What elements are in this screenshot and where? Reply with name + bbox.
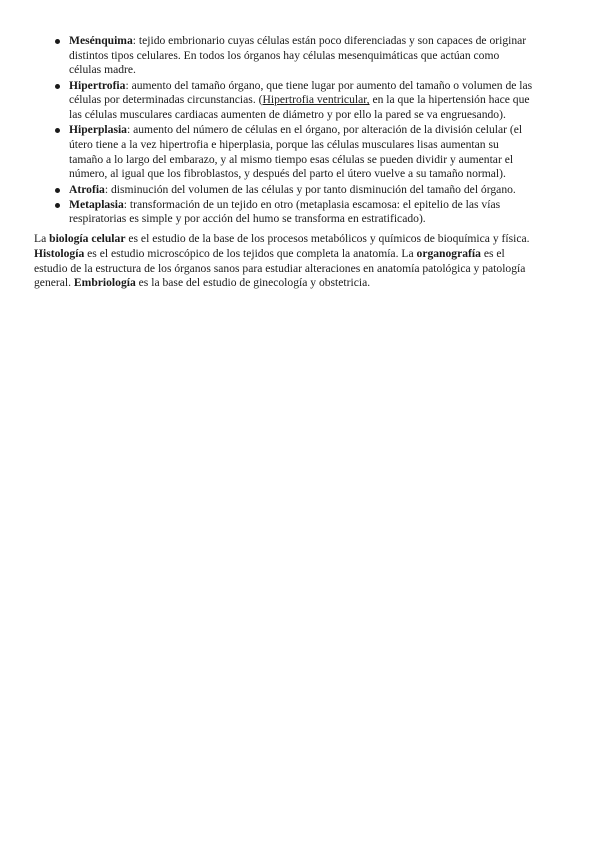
underlined-example: Hipertrofia ventricular, [262,93,370,107]
document-body [34,34,534,291]
definition-text: : transformación de un tejido en otro (metaplasia escamosa: el epitelio de las vías respiratorias es simple y por acción del humo se transforma en estratificado). [69,197,501,226]
term-histologia: Histología [34,246,85,260]
definition-text: : disminución del volumen de las células y por tanto disminución del tamaño del órgano. [104,182,516,196]
paragraph-text: es la base del estudio de ginecología y obstetricia. [135,276,371,290]
term-hipertrofia: Hipertrofia [69,78,126,92]
definition-list [34,34,534,227]
list-item [34,79,534,123]
term-mesenquima: Mesénquima [69,34,133,47]
term-organografia: organografía [416,246,481,260]
term-metaplasia: Metaplasia [69,197,124,211]
definition-text: : aumento del número de células en el órgano, por alteración de la división celular (el útero tiene a la vez hipertrofia e hiperplasia, porque las células musculares lisas aumentan su tamaño a lo largo del embarazo, y al mismo tiempo esas células se pueden dividir y aumentar el número, al igual que los fibroblastos, y después del parto el útero vuelve a su tamaño normal). [69,123,523,181]
bullet-icon [55,84,60,89]
list-item [34,34,534,78]
term-hiperplasia: Hiperplasia [69,123,127,137]
paragraph-text: es el estudio de la base de los procesos metabólicos y químicos de bioquímica y física. [125,232,530,246]
paragraph-text: es el estudio de la estructura de los órganos sanos para estudiar alteraciones en anatomía patológica y patología general. [34,246,526,290]
bullet-icon [55,203,60,208]
summary-paragraph [34,232,534,291]
term-biologia-celular: biología celular [49,232,126,246]
list-item [34,183,534,198]
term-atrofia: Atrofia [69,182,105,196]
paragraph-text: La [34,232,50,246]
definition-text-continued: en la que la hipertensión hace que las células musculares cardiacas aumenten de diámetro y por ello la pared se va engruesando). [69,93,530,122]
paragraph-text: es el estudio microscópico de los tejidos que completa la anatomía. La [84,246,417,260]
bullet-icon [55,39,60,44]
list-item [34,198,534,227]
term-embriologia: Embriología [73,276,136,290]
bullet-icon [55,188,60,193]
bullet-icon [55,128,60,133]
list-item [34,123,534,182]
definition-text: : aumento del tamaño órgano, que tiene lugar por aumento del tamaño o volumen de las células por determinadas circunstancias. ( [69,78,533,107]
definition-text: : tejido embrionario cuyas células están poco diferenciadas y son capaces de originar distintos tipos celulares. En todos los órganos hay células mesenquimáticas que actúan como células madre. [69,34,527,77]
